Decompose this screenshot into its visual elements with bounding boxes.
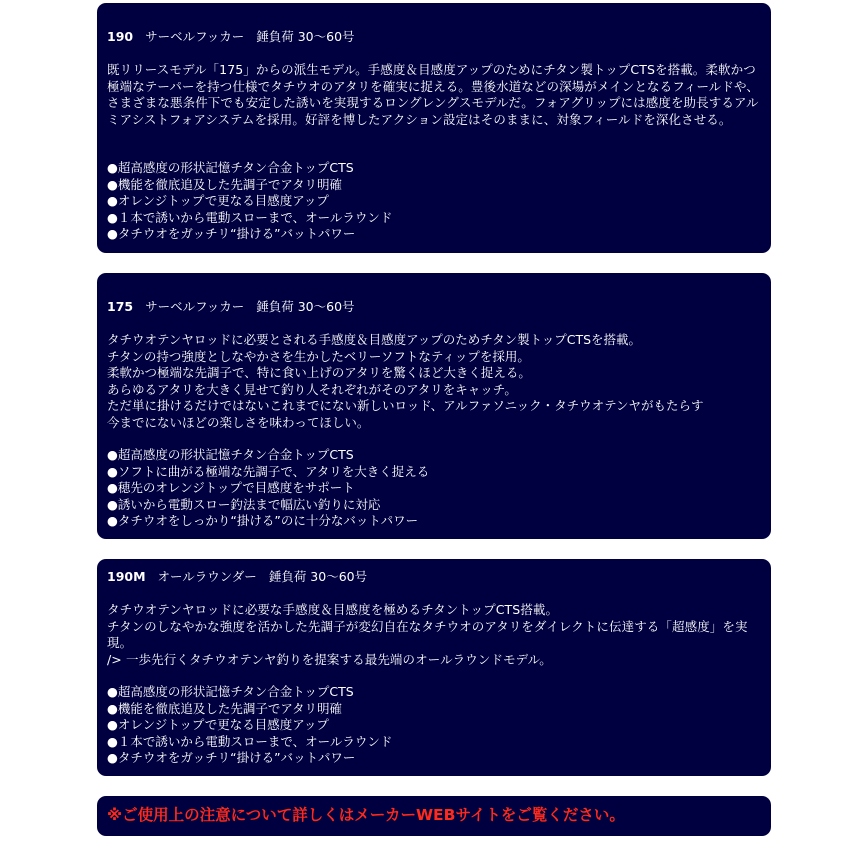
product-panel-175	[97, 273, 771, 539]
feature-item: ●タチウオをガッチリ“掛ける”バットパワー	[107, 226, 356, 241]
feature-item: ●機能を徹底追及した先調子でアタリ明確	[107, 176, 343, 192]
description-line: ただ単に掛けるだけではないこれまでにない新しいロッド、アルファソニック・タチウオテンヤがもたらす	[107, 398, 704, 413]
model-code: 190M	[107, 569, 146, 584]
feature-list	[107, 160, 759, 243]
description-line: チタンのしなやかな強度を活かした先調子が変幻自在なタチウオのアタリをダイレクトに伝達する「超感度」を実現。	[107, 618, 748, 650]
model-description	[107, 62, 759, 128]
model-name: サーベルフッカー	[145, 299, 245, 314]
model-description	[107, 332, 759, 431]
feature-item: ●オレンジトップで更なる目感度アップ	[107, 717, 329, 732]
model-load: 錘負荷 30〜60号	[256, 299, 355, 314]
description-line: 既リリースモデル「175」からの派生モデル。手感度＆目感度アップのためにチタン製トップCTSを搭載。柔軟かつ極端なテーパーを持つ仕様でタチウオのアタリを確実に捉える。豊後水道などの深場がメインとなるフィールドや、さまざまな悪条件下でも安定した誘いを実現するロングレングスモデルだ。フォアグリップには感度を助長するアルミアシストフォアシステムを採用。好評を博したアクション設定はそのままに、対象フィールドを深化させる。	[107, 62, 759, 127]
model-title	[107, 569, 367, 586]
feature-item: ●タチウオをしっかり“掛ける”のに十分なバットパワー	[107, 513, 419, 528]
feature-item: ●タチウオをガッチリ“掛ける”バットパワー	[107, 750, 356, 765]
model-title	[107, 299, 355, 316]
description-line: /> 一歩先行くタチウオテンヤ釣りを提案する最先端のオールラウンドモデル。	[107, 651, 552, 667]
feature-item: ●超高感度の形状記憶チタン合金トップCTS	[107, 160, 354, 175]
feature-item: ●ソフトに曲がる極端な先調子で、アタリを大きく捉える	[107, 463, 430, 479]
description-line: タチウオテンヤロッドに必要な手感度＆目感度を極めるチタントップCTS搭載。	[107, 602, 559, 617]
feature-list	[107, 447, 759, 530]
feature-item: ●１本で誘いから電動スローまで、オールラウンド	[107, 209, 393, 225]
model-load: 錘負荷 30〜60号	[256, 29, 355, 44]
model-code: 190	[107, 29, 134, 44]
description-line: 今までにないほどの楽しさを味わってほしい。	[107, 414, 370, 430]
description-line: チタンの持つ強度としなやかさを生かしたベリーソフトなティップを採用。	[107, 348, 530, 364]
model-name: サーベルフッカー	[145, 29, 245, 44]
description-line: 柔軟かつ極端な先調子で、特に食い上げのアタリを驚くほど大きく捉える。	[107, 365, 531, 380]
feature-list	[107, 684, 759, 767]
model-load: 錘負荷 30〜60号	[268, 569, 368, 584]
product-panel-190	[97, 3, 771, 253]
model-title	[107, 29, 355, 46]
description-line: あらゆるアタリを大きく見せて釣り人それぞれがそのアタリをキャッチ。	[107, 381, 517, 397]
product-panel-190m	[97, 559, 771, 776]
feature-item: ●穂先のオレンジトップで目感度をサポート	[107, 480, 355, 495]
description-line: タチウオテンヤロッドに必要とされる手感度＆目感度アップのためチタン製トップCTSを搭載。	[107, 332, 642, 347]
model-name: オールラウンダー	[157, 569, 257, 584]
usage-notice: ※ご使用上の注意について詳しくはメーカーWEBサイトをご覧ください。	[107, 806, 625, 824]
feature-item: ●超高感度の形状記憶チタン合金トップCTS	[107, 684, 354, 699]
feature-item: ●超高感度の形状記憶チタン合金トップCTS	[107, 447, 354, 462]
notice-panel	[97, 796, 771, 836]
model-code: 175	[107, 299, 134, 314]
model-description	[107, 602, 759, 668]
feature-item: ●機能を徹底追及した先調子でアタリ明確	[107, 700, 343, 716]
feature-item: ●オレンジトップで更なる目感度アップ	[107, 193, 329, 208]
feature-item: ●１本で誘いから電動スローまで、オールラウンド	[107, 733, 393, 749]
feature-item: ●誘いから電動スロー釣法まで幅広い釣りに対応	[107, 496, 381, 512]
